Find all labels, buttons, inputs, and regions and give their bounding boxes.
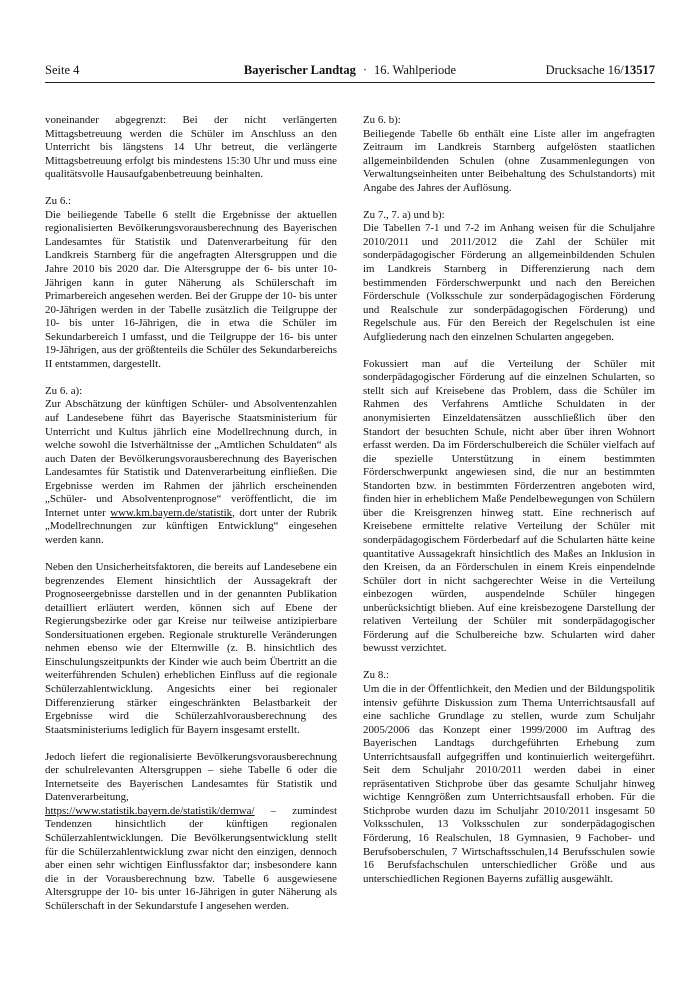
paragraph-zu-7: Die Tabellen 7-1 und 7-2 im Anhang weisen für die Schuljahre 2010/2011 und 2011/2012 die Zahl der Schüler mit sonderpädagogischer Förderung an allgemeinbildenden Schulen im Landkreis Starnberg in Differenzierung nach dem bestimmenden Förderschwerpunkt und nach den Bereichen Förderschule (Volksschule zur sonderpädagogischen Förderung und Realschule zur sonderpädagogischen Förderung) und Regelschule aus. Für den Bereich der Regelschulen ist eine Aufgliederung nach den einzelnen Schularten angegeben. bbox=[363, 222, 655, 343]
heading-zu-6b: Zu 6. b): bbox=[363, 114, 401, 126]
paragraph-zu-6a bbox=[45, 398, 337, 547]
parliament-title: Bayerischer Landtag bbox=[243, 63, 356, 77]
header-rule bbox=[45, 82, 655, 83]
header-separator: · bbox=[362, 63, 367, 77]
page-header bbox=[45, 61, 655, 79]
paragraph-zu-8: Um die in der Öffentlichkeit, den Medien und der Bildungspolitik intensiv geführte Diskussion zum Thema Unterrichtsausfall auf eine sachliche Grundlage zu stellen, wurde zum Schuljahr 2005/2006 das Konzept einer 1999/2000 im Auftrag des Bayerischen Landtags durchgeführten Erhebung zum Unterrichtsausfall aufgegriffen und kontinuierlich weitergeführt. Seit dem Schuljahr 2010/2011 werden dabei in einer repräsentativen Stichprobe über das gesamte Schuljahr hinweg wichtige Kenngrößen zum Unterrichtsausfall erhoben. Für die Stichprobe wurden dazu im Schuljahr 2010/2011 insgesamt 50 Volksschulen, 13 Volksschulen zur sonderpädagogischen Förderung, 16 Realschulen, 18 Gymnasien, 9 Fachober- und Berufsoberschulen, 7 Wirtschaftsschulen,14 Berufsschulen sowie 16 Berufsfachschulen unterschiedlicher Größe und aus unterschiedlichen Regionen Bayerns zufällig ausgewählt. bbox=[363, 682, 655, 885]
paragraph-zu-6: Die beiliegende Tabelle 6 stellt die Ergebnisse der aktuellen regionalisierten Bevölkerungsvorausberechnung des Bayerischen Landesamtes für Statistik und Datenverarbeitung für den Landkreis Starnberg für die angefragten Altersgruppen und die Jahre 2010 bis 2020 dar. Die Altersgruppe der 6- bis unter 10-Jährigen kann in guter Näherung als Schülerschaft im Primarbereich angesehen werden. Bei der Gruppe der 10- bis unter 20-Jährigen werden in der Tabelle zusätzlich die Teilgruppe der 10- bis unter 16-Jährigen, die in etwa die Schüler im Sekundarbereich I umfasst, und die Teilgruppe der 16- bis unter 19-Jährigen, aus der größtenteils die Schüler des Sekundarbereichs II entstammen, dargestellt. bbox=[45, 208, 337, 370]
statistik-bayern-link[interactable]: https://www.statistik.bayern.de/statistik/demwa/ bbox=[45, 804, 255, 817]
zu-6a-text-end: , dort unter der Rubrik „Modellrechnungen zur künftigen Entwicklung“ eingesehen werden kann. bbox=[45, 506, 337, 546]
jedoch-text-start: Jedoch liefert die regionalisierte Bevölkerungsvorausberechnung der schulrelevanten Altersgruppen – siehe Tabelle 6 oder die Internetseite des Bayerischen Landesamtes für Statistik und Datenverarbeitung, bbox=[45, 750, 337, 804]
heading-zu-8: Zu 8.: bbox=[363, 669, 390, 682]
legislative-period: 16. Wahlperiode bbox=[374, 63, 457, 77]
left-column bbox=[45, 114, 337, 927]
zu-6a-text-start: Zur Abschätzung der künftigen Schüler- und Absolventenzahlen auf Landesebene führt das Bayerische Staatsministerium für Unterricht und Kultus jährlich eine Modellrechnung durch, in welche sowohl die Istverhältnisse der „Amtlichen Schuldaten“ als auch Daten der Bevölkerungsvorausberechnung des Bayerischen Landesamtes für Statistik und Datenverarbeitung einfließen. Die Ergebnisse werden im Rahmen der jährlich erscheinenden „Schüler- und Absolventenprognose“ veröffentlicht, die im Internet unter bbox=[45, 398, 337, 519]
paragraph-fokussiert: Fokussiert man auf die Verteilung der Schüler mit sonderpädagogischer Förderung auf die einzelnen Schularten, so stellt sich auf Kreisebene das Problem, dass die Schüler im Rahmen des Verfahrens Amtliche Schuldaten in der anonymisierten Einzeldatensätzen ausschließlich über den Standort der besuchten Schule, nicht aber über ihren Wohnort erfasst werden. Da im Förderschulbereich die Schüler vielfach auf die spezielle Unterstützung in einem bestimmten Förderschwerpunkt angewiesen sind, die nur an bestimmten Standorten bzw. in bestimmten Förderzentren angeboten wird, finden hier in erheblichem Maße Pendelbewegungen von Schülern über die Kreisgrenzen hinweg statt. Eine rechnerisch auf Kreisebene ermittelte relative Verteilung der Schüler mit sonderpädagogischem Förderbedarf auf die Schularten hätte keine quantitative Aussagekraft hinsichtlich des Maßes an Inklusion in den Kreisen, da an Förderschulen in einem Kreis einpendelnde Schüler dort in nicht sachgerechter Weise in die Verteilung einbezogen würden, auspendelnde Schüler hingegen unberücksichtigt blieben. Auf eine kreisbezogene Darstellung der relativen Verteilung der Schüler mit sonderpädagogischer Förderung auf die Schulbereiche bzw. Schularten wird daher bewusst verzichtet. bbox=[363, 357, 655, 655]
paragraph-jedoch bbox=[45, 751, 337, 914]
heading-zu-6: Zu 6.: bbox=[45, 195, 72, 208]
heading-zu-6a: Zu 6. a): bbox=[45, 384, 83, 397]
document-reference bbox=[546, 61, 655, 79]
paragraph-zu-6b: Beiliegende Tabelle 6b enthält eine Liste aller im angefragten Zeitraum im Landkreis Starnberg aufgelösten staatlichen allgemeinbildenden Schulen (ohne Zusammenlegungen von Verwaltungseinheiten unter Beibehaltung des Schulstandorts) mit Angabe des Jahres der Auflösung. bbox=[363, 127, 655, 194]
jedoch-text-end: – zumindest Tendenzen hinsichtlich der künftigen regionalen Schülerzahlentwicklungen. Die Bevölkerungsentwicklung stellt für die Schülerzahlentwicklung zwar nicht den einzigen, dennoch aber einen sehr wichtigen Einflussfaktor dar; insbesondere kann die in der Vorausberechnung bzw. Tabelle 6 ausgewiesene Altersgruppe der 10- bis unter 16-Jährigen in guter Näherung als Schülerschaft in der Sekundarstufe I angesehen werden. bbox=[45, 804, 337, 912]
km-statistik-link[interactable]: www.km.bayern.de/statistik bbox=[110, 506, 233, 519]
document-label: Drucksache 16/ bbox=[545, 63, 624, 77]
paragraph-mittagsbetreuung: voneinander abgegrenzt: Bei der nicht verlängerten Mittagsbetreuung werden die Schüler im Anschluss an den Unterricht bis längstens 14 Uhr betreut, die verlängerte Mittagsbetreuung erfolgt bis mindestens 15:30 Uhr und muss eine qualitätsvolle Hausaufgabenbetreuung beinhalten. bbox=[45, 114, 337, 181]
document-number: 13517 bbox=[623, 63, 655, 77]
page-number: Seite 4 bbox=[45, 63, 80, 77]
right-column bbox=[363, 114, 655, 900]
heading-zu-7: Zu 7., 7. a) und b): bbox=[363, 208, 445, 221]
paragraph-unsicherheitsfaktoren: Neben den Unsicherheitsfaktoren, die bereits auf Landesebene ein begrenzendes Element hinsichtlich der Aussagekraft der Prognoseergebnisse darstellen und in der genannten Publikation detailliert erläutert werden, können sich auf Ebene der Regierungsbezirke oder gar Kreise nur teilweise antizipierbare Sondersituationen ergeben. Regionale strukturelle Veränderungen nehmen ebenso wie der Elternwille (z. B. hinsichtlich des Einschulungszeitpunkts der Kinder wie auch beim Übertritt an die weiterführenden Schulen) erheblichen Einfluss auf die regionale Schülerzahlentwicklung. Angesichts einer bei regionaler Differenzierung stärker eingeschränkten Belastbarkeit der Ergebnisse wird die Schülerzahlvorausberechnung des Staatsministeriums lediglich für Bayern insgesamt erstellt. bbox=[45, 561, 337, 736]
